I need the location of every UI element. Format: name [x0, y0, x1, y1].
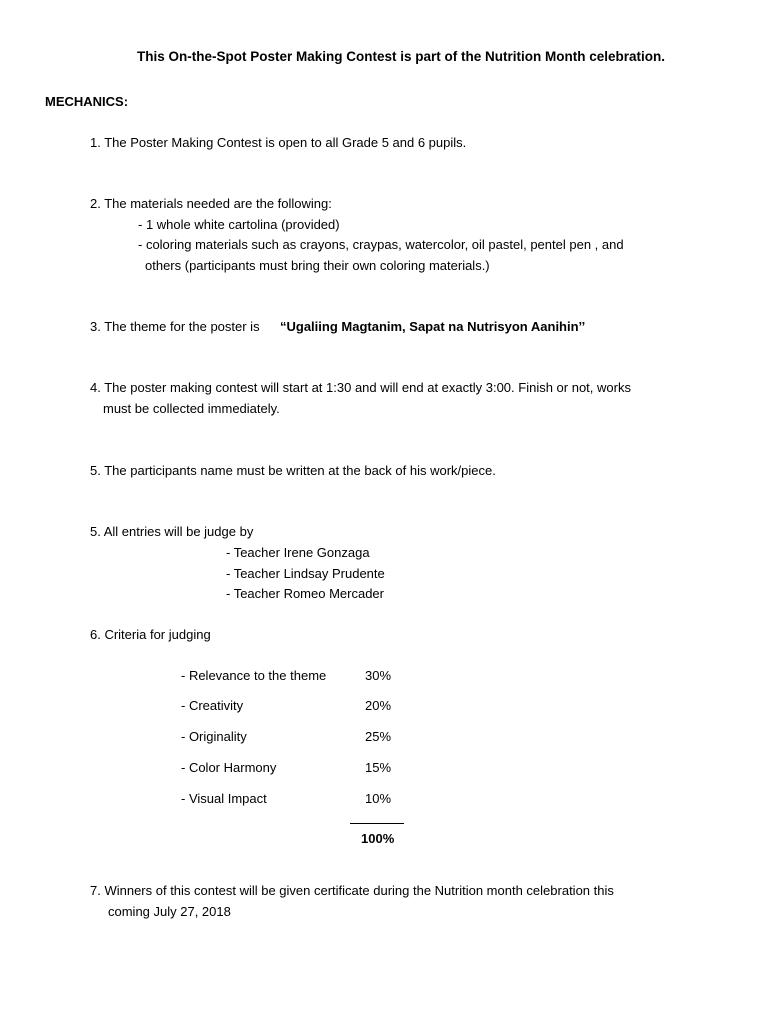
- criteria-name: - Visual Impact: [181, 791, 267, 806]
- winners-line-1: 7. Winners of this contest will be given certificate during the Nutrition month celebration this: [90, 883, 614, 898]
- criteria-name: - Color Harmony: [181, 760, 277, 775]
- mechanic-item-5-name: 5. The participants name must be written at the back of his work/piece.: [90, 463, 496, 478]
- judge-item: - Teacher Lindsay Prudente: [226, 566, 385, 581]
- criteria-intro: 6. Criteria for judging: [90, 627, 211, 642]
- criteria-total: 100%: [361, 831, 395, 846]
- document-title: This On-the-Spot Poster Making Contest is part of the Nutrition Month celebration.: [137, 49, 666, 64]
- schedule-line-2: must be collected immediately.: [103, 401, 280, 416]
- criteria-weight: 15%: [365, 760, 392, 775]
- theme-prefix: 3. The theme for the poster is: [90, 319, 260, 334]
- criteria-name: - Creativity: [181, 698, 244, 713]
- criteria-name: - Originality: [181, 729, 247, 744]
- materials-intro: 2. The materials needed are the following:: [90, 196, 332, 211]
- material-cartolina: - 1 whole white cartolina (provided): [138, 217, 340, 232]
- winners-line-2: coming July 27, 2018: [108, 904, 231, 919]
- material-coloring-continued: others (participants must bring their own coloring materials.): [145, 258, 490, 273]
- material-coloring: - coloring materials such as crayons, craypas, watercolor, oil pastel, pentel pen , and: [138, 237, 624, 252]
- criteria-weight: 30%: [365, 668, 392, 683]
- mechanic-item-1: 1. The Poster Making Contest is open to all Grade 5 and 6 pupils.: [90, 135, 467, 150]
- criteria-weight: 10%: [365, 791, 392, 806]
- judge-item: - Teacher Irene Gonzaga: [226, 545, 370, 560]
- judges-intro: 5. All entries will be judge by: [90, 524, 254, 539]
- criteria-weight: 20%: [365, 698, 392, 713]
- criteria-weight: 25%: [365, 729, 392, 744]
- criteria-name: - Relevance to the theme: [181, 668, 327, 683]
- schedule-line-1: 4. The poster making contest will start at 1:30 and will end at exactly 3:00. Finish or not, works: [90, 380, 631, 395]
- theme-text: “Ugaliing Magtanim, Sapat na Nutrisyon Aanihin’’: [280, 319, 586, 334]
- total-divider: [350, 823, 404, 824]
- judge-item: - Teacher Romeo Mercader: [226, 586, 384, 601]
- mechanics-heading: MECHANICS:: [45, 94, 129, 109]
